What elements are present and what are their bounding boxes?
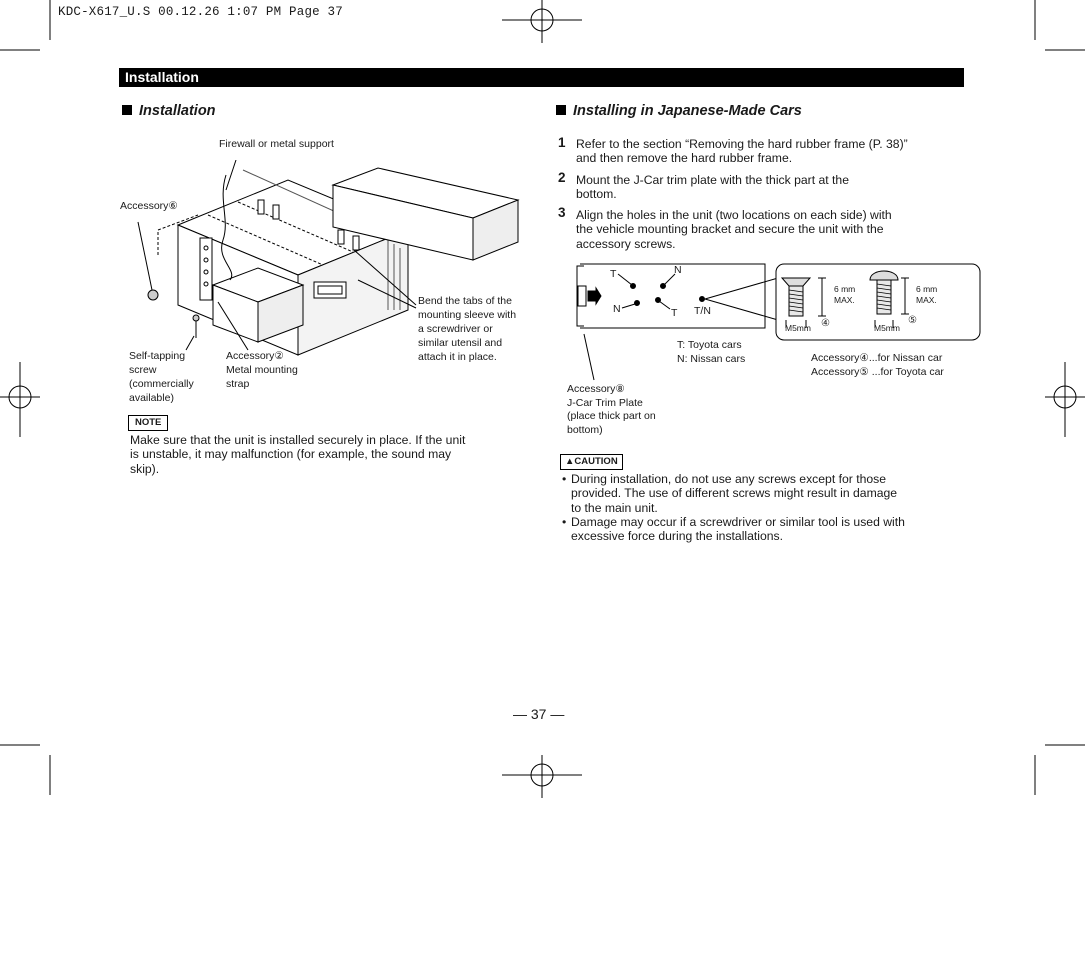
legend-line: Accessory⑤ ...for Toyota car: [811, 366, 944, 378]
callout-self-tapping-screw: [129, 349, 194, 405]
step-line: Refer to the section “Removing the hard rubber frame (P. 38)”: [576, 137, 908, 151]
callout-line: similar utensil and: [418, 337, 503, 349]
caution-badge: [560, 454, 623, 470]
callout-line: mounting sleeve with: [418, 309, 517, 321]
callout-line: Self-tapping: [129, 350, 186, 362]
hole-label-n: N: [613, 303, 621, 315]
section-banner: Installation: [119, 68, 964, 87]
callout-line: (commercially: [129, 378, 194, 390]
screw-max-text: MAX.: [916, 295, 937, 305]
square-bullet-icon: [556, 105, 566, 115]
callout-line: a screwdriver or: [418, 323, 493, 335]
step-line: accessory screws.: [576, 236, 676, 251]
screw-a-number: ④: [821, 318, 830, 329]
callout-line: J-Car Trim Plate: [567, 396, 643, 409]
callout-line: available): [129, 392, 174, 404]
left-heading-text: Installation: [139, 103, 216, 119]
car-legend: [677, 338, 745, 366]
legend-line: N: Nissan cars: [677, 353, 746, 365]
step-2-text: [576, 173, 966, 202]
callout-line: Accessory②: [226, 350, 284, 362]
callout-bend-tabs: [418, 294, 516, 364]
square-bullet-icon: [122, 105, 132, 115]
callout-accessory2: [226, 349, 298, 391]
screw-length-text: 6 mm: [834, 284, 856, 294]
caution-item: [562, 515, 962, 544]
screw-max-text: MAX.: [834, 295, 855, 305]
caution-line: • During installation, do not use any screws except for those: [571, 472, 887, 486]
caution-list: [562, 472, 962, 543]
right-heading: [556, 103, 802, 119]
hole-label-t: T: [610, 268, 617, 280]
print-slug: KDC-X617_U.S 00.12.26 1:07 PM Page 37: [58, 5, 343, 19]
hole-label-t: T: [671, 307, 678, 319]
accessory-legend: [811, 351, 944, 379]
callout-line: bottom): [567, 423, 603, 436]
callout-line: Accessory⑧: [567, 383, 625, 395]
caution-line: • Damage may occur if a screwdriver or similar tool is used with: [571, 514, 905, 529]
note-line: is unstable, it may malfunction (for example, the sound may: [130, 447, 452, 462]
page-number: — 37 —: [513, 706, 565, 722]
callout-line: attach it in place.: [418, 351, 497, 363]
right-heading-text: Installing in Japanese-Made Cars: [573, 103, 802, 119]
screw-b-size: M5mm: [874, 323, 900, 333]
hole-label-tn: T/N: [694, 305, 711, 317]
screw-b-length: [916, 284, 937, 306]
legend-line: T: Toyota cars: [677, 339, 742, 351]
callout-firewall: Firewall or metal support: [219, 138, 334, 150]
left-heading: [122, 103, 216, 119]
step-line: Mount the J-Car trim plate with the thick part at the: [576, 173, 849, 187]
callout-line: strap: [226, 378, 250, 390]
screw-a-size: M5mm: [785, 323, 811, 333]
legend-line: Accessory④...for Nissan car: [811, 352, 943, 364]
callout-line: (place thick part on: [567, 410, 656, 422]
step-line: the vehicle mounting bracket and secure the unit with the: [576, 222, 884, 237]
step-1-number: 1: [558, 135, 566, 150]
note-line: skip).: [130, 461, 160, 476]
hole-label-n: N: [674, 264, 682, 276]
callout-line: screw: [129, 364, 157, 376]
caution-label: CAUTION: [574, 456, 618, 467]
callout-accessory6: Accessory⑥: [120, 200, 178, 212]
callout-accessory8: [567, 383, 656, 437]
caution-item: [562, 472, 962, 515]
screw-a-length: [834, 284, 855, 306]
step-3-text: [576, 208, 966, 251]
caution-line: to the main unit.: [571, 500, 658, 515]
warning-triangle-icon: ▲: [565, 456, 575, 467]
caution-line: provided. The use of different screws might result in damage: [571, 486, 898, 501]
note-line: Make sure that the unit is installed securely in place. If the unit: [130, 433, 466, 447]
callout-line: Bend the tabs of the: [418, 295, 512, 307]
screw-length-text: 6 mm: [916, 284, 938, 294]
step-line: and then remove the hard rubber frame.: [576, 151, 793, 166]
note-badge: NOTE: [128, 415, 168, 431]
step-2-number: 2: [558, 170, 566, 185]
callout-line: Metal mounting: [226, 364, 298, 376]
step-line: bottom.: [576, 187, 617, 202]
step-1-text: [576, 137, 966, 166]
step-line: Align the holes in the unit (two locations on each side) with: [576, 208, 892, 222]
note-text: [130, 433, 530, 476]
screw-b-number: ⑤: [908, 315, 917, 326]
caution-line: excessive force during the installations.: [571, 529, 784, 544]
step-3-number: 3: [558, 205, 566, 220]
